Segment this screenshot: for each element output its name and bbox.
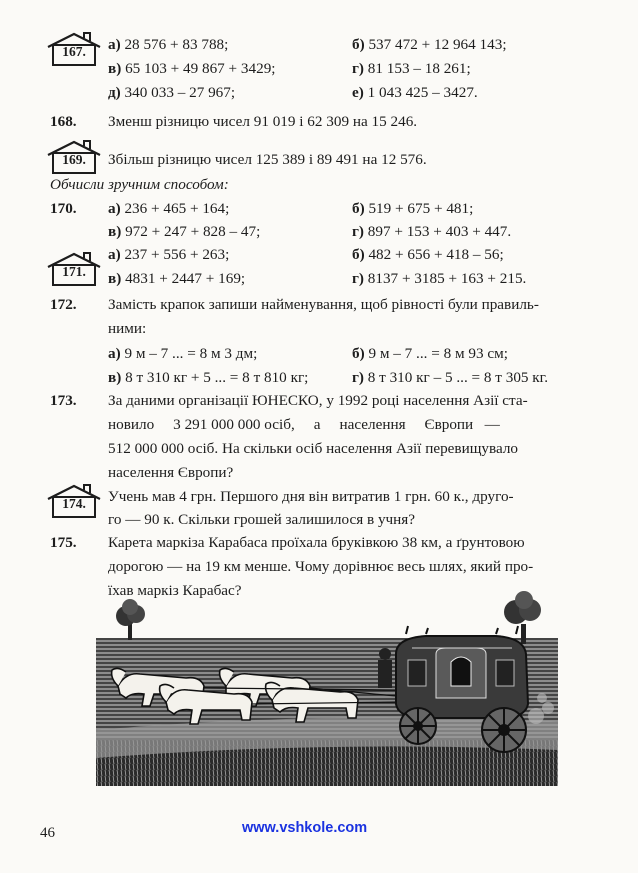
homework-house-icon [44,252,104,286]
exercise-item: в) 8 т 310 кг + 5 ... = 8 т 810 кг; [108,369,309,386]
exercise-item: в) 65 103 + 49 867 + 3429; [108,60,276,77]
exercise-number: 168. [50,113,77,130]
exercise-text-line: їхав маркіз Карабас? [108,582,242,599]
exercise-text-line: Учень мав 4 грн. Першого дня він витратив 1 грн. 60 к., друго- [108,488,514,505]
exercise-number: 172. [50,296,77,313]
exercise-text-line: За даними організації ЮНЕСКО, у 1992 році населення Азії ста- [108,392,528,409]
exercise-text-line: дорогою — на 19 км менше. Чому дорівнює весь шлях, який про- [108,558,534,575]
exercise-item: г) 8 т 310 кг – 5 ... = 8 т 305 кг. [352,369,548,386]
exercise-item: а) 237 + 556 + 263; [108,246,230,263]
exercise-number: 167. [62,44,86,59]
exercise-item: е) 1 043 425 – 3427. [352,84,478,101]
exercise-item: г) 897 + 153 + 403 + 447. [352,223,512,240]
exercise-text-line: 512 000 000 осіб. На скільки осіб населення Азії перевищувало [108,440,519,457]
exercise-item: д) 340 033 – 27 967; [108,84,236,101]
exercise-text-line: населення Європи? [108,464,234,481]
tree-icon [504,591,541,644]
exercise-text: Зменш різницю чисел 91 019 і 62 309 на 15 246. [108,113,418,130]
carriage-illustration [96,590,558,786]
exercise-number: 175. [50,534,77,551]
exercise-text-line: го — 90 к. Скільки грошей залишилося в учня? [108,511,416,528]
coachman-icon [378,648,392,688]
exercise-item: в) 4831 + 2447 + 169; [108,270,246,287]
exercise-item: б) 519 + 675 + 481; [352,200,474,217]
page-number: 46 [40,825,55,841]
exercise-item: а) 236 + 465 + 164; [108,200,230,217]
exercise-text-line: Карета маркіза Карабаса проїхала бруківкою 38 км, а ґрунтовою [108,534,525,551]
exercise-item: б) 537 472 + 12 964 143; [352,36,507,53]
exercise-number: 171. [62,264,86,279]
carriage-icon [396,626,528,718]
homework-house-icon [44,484,104,518]
exercise-number: 170. [50,200,77,217]
exercise-number: 169. [62,152,86,167]
exercise-item: в) 972 + 247 + 828 – 47; [108,223,261,240]
exercise-text-line: ними: [108,320,147,337]
exercise-number: 173. [50,392,77,409]
exercise-number: 174. [62,496,86,511]
exercise-text-line: новило 3 291 000 000 осіб, а населення Європи — [108,416,500,433]
exercise-item: б) 9 м – 7 ... = 8 м 93 см; [352,345,508,362]
tree-icon [116,599,145,640]
exercise-text-line: Замість крапок запиши найменування, щоб рівності були правиль- [108,296,539,313]
exercise-item: а) 28 576 + 83 788; [108,36,229,53]
section-heading: Обчисли зручним способом: [50,176,229,193]
exercise-item: г) 8137 + 3185 + 163 + 215. [352,270,527,287]
homework-house-icon [44,140,104,174]
exercise-item: б) 482 + 656 + 418 – 56; [352,246,504,263]
exercise-item: а) 9 м – 7 ... = 8 м 3 дм; [108,345,258,362]
website-link[interactable]: www.vshkole.com [242,820,368,836]
exercise-text: Збільш різницю чисел 125 389 і 89 491 на 12 576. [108,151,427,168]
exercise-item: г) 81 153 – 18 261; [352,60,471,77]
homework-house-icon [44,32,104,66]
